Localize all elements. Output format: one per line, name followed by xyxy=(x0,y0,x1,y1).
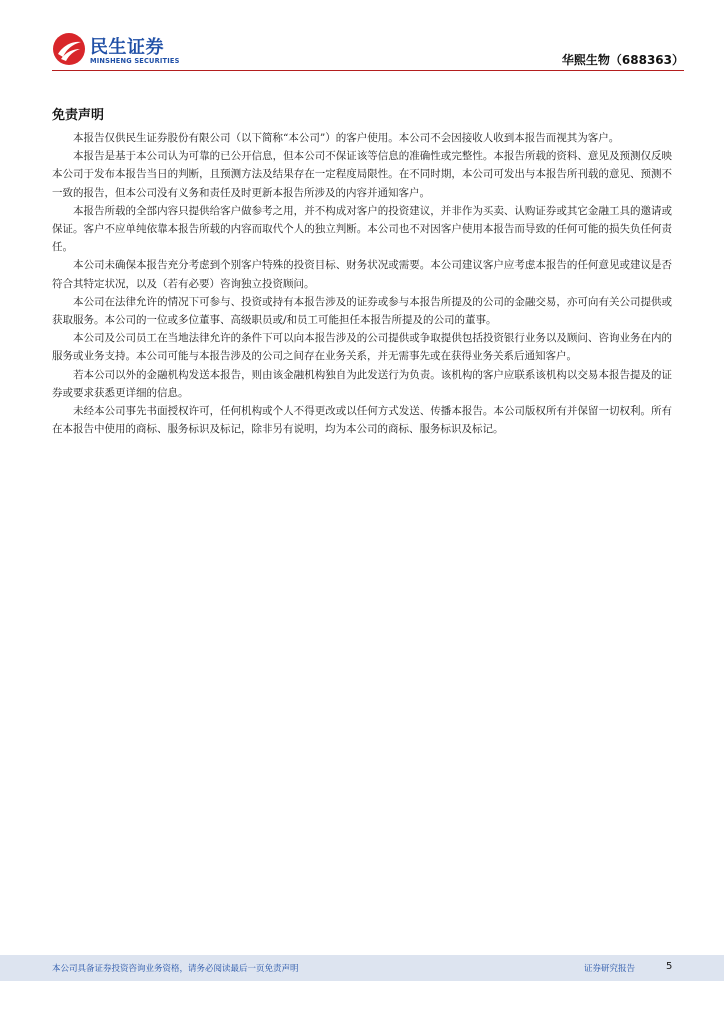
disclaimer-paragraph: 本公司未确保本报告充分考虑到个别客户特殊的投资目标、财务状况或需要。本公司建议客户应考虑本报告的任何意见或建议是否符合其特定状况，以及（若有必要）咨询独立投资顾问。 xyxy=(52,259,672,290)
disclaimer-paragraph: 本报告仅供民生证券股份有限公司（以下简称“本公司”）的客户使用。本公司不会因接收人收到本报告而视其为客户。 xyxy=(73,132,620,144)
disclaimer-paragraph: 本公司及公司员工在当地法律允许的条件下可以向本报告涉及的公司提供或争取提供包括投资银行业务以及顾问、咨询业务在内的服务或业务支持。本公司可能与本报告涉及的公司之间存在业务关系，并无需事先或在获得业务关系后通知客户。 xyxy=(52,332,672,363)
section-title: 免责声明 xyxy=(52,108,105,123)
minsheng-logo-icon xyxy=(52,32,86,66)
disclaimer-paragraph: 本报告所载的全部内容只提供给客户做参考之用，并不构成对客户的投资建议，并非作为买卖、认购证券或其它金融工具的邀请或保证。客户不应单纯依靠本报告所载的内容而取代个人的独立判断。本公司也不对因客户使用本报告而导致的任何可能的损失负任何责任。 xyxy=(52,204,672,254)
disclaimer-paragraph: 未经本公司事先书面授权许可，任何机构或个人不得更改或以任何方式发送、传播本报告。本公司版权所有并保留一切权利。所有在本报告中使用的商标、服务标识及标记，除非另有说明，均为本公司的商标、服务标识及标记。 xyxy=(52,405,672,436)
page-footer xyxy=(0,955,724,981)
logo-english-name: MINSHENG SECURITIES xyxy=(90,57,180,65)
minsheng-logo xyxy=(52,32,192,68)
page-number: 5 xyxy=(666,961,673,972)
header-divider xyxy=(52,70,684,71)
disclaimer-paragraph: 本报告是基于本公司认为可靠的已公开信息，但本公司不保证该等信息的准确性或完整性。本报告所载的资料、意见及预测仅反映本公司于发布本报告当日的判断，且预测方法及结果存在一定程度局限性。在不同时期，本公司可发出与本报告所刊载的意见、预测不一致的报告，但本公司没有义务和责任及时更新本报告所涉及的内容并通知客户。 xyxy=(52,150,672,199)
company-name: 华熙生物（688363） xyxy=(561,53,684,67)
footer-report-type: 证券研究报告 xyxy=(584,964,636,974)
logo-chinese-name: 民生证券 xyxy=(90,37,164,58)
footer-notice: 本公司具备证券投资咨询业务资格，请务必阅读最后一页免责声明 xyxy=(52,964,299,974)
disclaimer-paragraph: 若本公司以外的金融机构发送本报告，则由该金融机构独自为此发送行为负责。该机构的客户应联系该机构以交易本报告提及的证券或要求获悉更详细的信息。 xyxy=(52,368,672,399)
disclaimer-paragraph: 本公司在法律允许的情况下可参与、投资或持有本报告涉及的证券或参与本报告所提及的公司的金融交易，亦可向有关公司提供或获取服务。本公司的一位或多位董事、高级职员或/和员工可能担任本报告所提及的公司的董事。 xyxy=(52,295,672,327)
page-header xyxy=(0,0,724,76)
disclaimer-body xyxy=(52,129,672,438)
